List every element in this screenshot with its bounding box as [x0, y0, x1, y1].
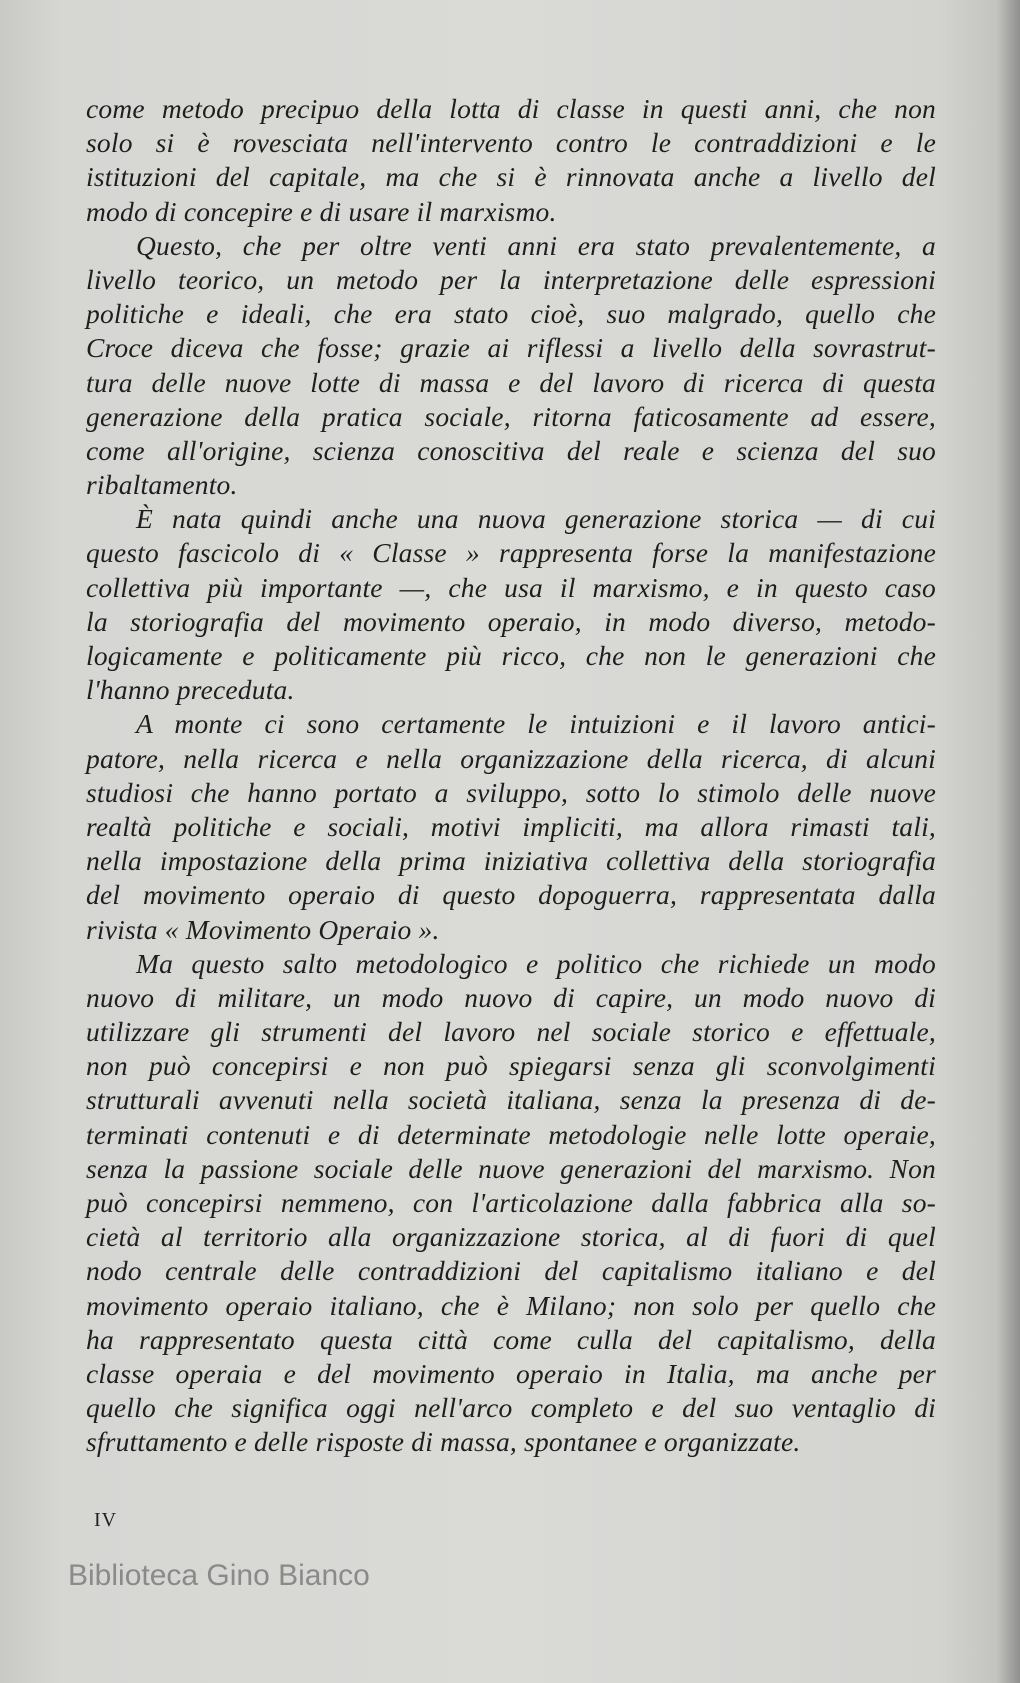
text-line: nuovo di militare, un modo nuovo di capire, un modo nuovo di	[86, 981, 936, 1013]
text-line: come all'origine, scienza conoscitiva del reale e scienza del suo	[86, 434, 936, 466]
text-line: nodo centrale delle contraddizioni del capitalismo italiano e del	[86, 1255, 936, 1287]
text-line: collettiva più importante —, che usa il marxismo, e in questo caso	[86, 571, 936, 603]
text-line: l'hanno preceduta.	[86, 674, 295, 706]
text-line: ribaltamento.	[86, 469, 238, 501]
paragraph	[86, 92, 936, 229]
text-line: patore, nella ricerca e nella organizzazione della ricerca, di alcuni	[86, 742, 936, 774]
text-line: ha rappresentato questa città come culla del capitalismo, della	[86, 1323, 936, 1355]
text-line: Croce diceva che fosse; grazie ai riflessi a livello della sovrastrut-	[86, 332, 936, 364]
text-line: strutturali avvenuti nella società italiana, senza la presenza di de-	[86, 1084, 936, 1116]
text-line: cietà al territorio alla organizzazione storica, al di fuori di quel	[86, 1221, 936, 1253]
paragraph	[86, 502, 936, 707]
text-line: quello che significa oggi nell'arco completo e del suo ventaglio di	[86, 1392, 936, 1424]
text-line: la storiografia del movimento operaio, in modo diverso, metodo-	[86, 605, 936, 637]
text-line: sfruttamento e delle risposte di massa, spontanee e organizzate.	[86, 1426, 801, 1458]
text-line: movimento operaio italiano, che è Milano; non solo per quello che	[86, 1289, 936, 1321]
text-line: istituzioni del capitale, ma che si è rinnovata anche a livello del	[86, 161, 936, 193]
text-line: A monte ci sono certamente le intuizioni e il lavoro antici-	[136, 708, 936, 740]
text-line: È nata quindi anche una nuova generazione storica — di cui	[136, 503, 936, 535]
text-line: rivista « Movimento Operaio ».	[86, 913, 440, 945]
body-text	[86, 92, 936, 1460]
paragraph	[86, 229, 936, 503]
text-line: terminati contenuti e di determinate metodologie nelle lotte operaie,	[86, 1118, 936, 1150]
text-line: non può concepirsi e non può spiegarsi senza gli sconvolgimenti	[86, 1050, 936, 1082]
text-line: politiche e ideali, che era stato cioè, suo malgrado, quello che	[86, 298, 936, 330]
text-line: utilizzare gli strumenti del lavoro nel sociale storico e effettuale,	[86, 1016, 936, 1048]
text-line: realtà politiche e sociali, motivi impliciti, ma allora rimasti tali,	[86, 810, 936, 842]
library-watermark: Biblioteca Gino Bianco	[68, 1559, 370, 1592]
text-line: tura delle nuove lotte di massa e del lavoro di ricerca di questa	[86, 366, 936, 398]
text-line: livello teorico, un metodo per la interpretazione delle espressioni	[86, 263, 936, 295]
paragraph	[86, 947, 936, 1460]
text-line: classe operaia e del movimento operaio in Italia, ma anche per	[86, 1357, 936, 1389]
text-line: può concepirsi nemmeno, con l'articolazione dalla fabbrica alla so-	[86, 1187, 936, 1218]
text-line: modo di concepire e di usare il marxismo.	[86, 195, 557, 227]
text-line: solo si è rovesciata nell'intervento contro le contraddizioni e le	[86, 127, 936, 159]
text-line: come metodo precipuo della lotta di classe in questi anni, che non	[86, 93, 936, 124]
paragraph	[86, 707, 936, 946]
text-line: senza la passione sociale delle nuove generazioni del marxismo. Non	[86, 1152, 936, 1184]
page-number: IV	[94, 1509, 118, 1531]
text-line: Questo, che per oltre venti anni era stato prevalentemente, a	[136, 229, 936, 261]
text-line: questo fascicolo di « Classe » rappresenta forse la manifestazione	[86, 537, 936, 569]
text-line: studiosi che hanno portato a sviluppo, sotto lo stimolo delle nuove	[86, 776, 936, 808]
text-line: Ma questo salto metodologico e politico che richiede un modo	[136, 947, 936, 979]
text-line: logicamente e politicamente più ricco, che non le generazioni che	[86, 640, 936, 671]
text-line: nella impostazione della prima iniziativa collettiva della storiografia	[86, 845, 936, 877]
text-line: generazione della pratica sociale, ritorna faticosamente ad essere,	[86, 400, 936, 432]
text-line: del movimento operaio di questo dopoguerra, rappresentata dalla	[86, 879, 936, 911]
